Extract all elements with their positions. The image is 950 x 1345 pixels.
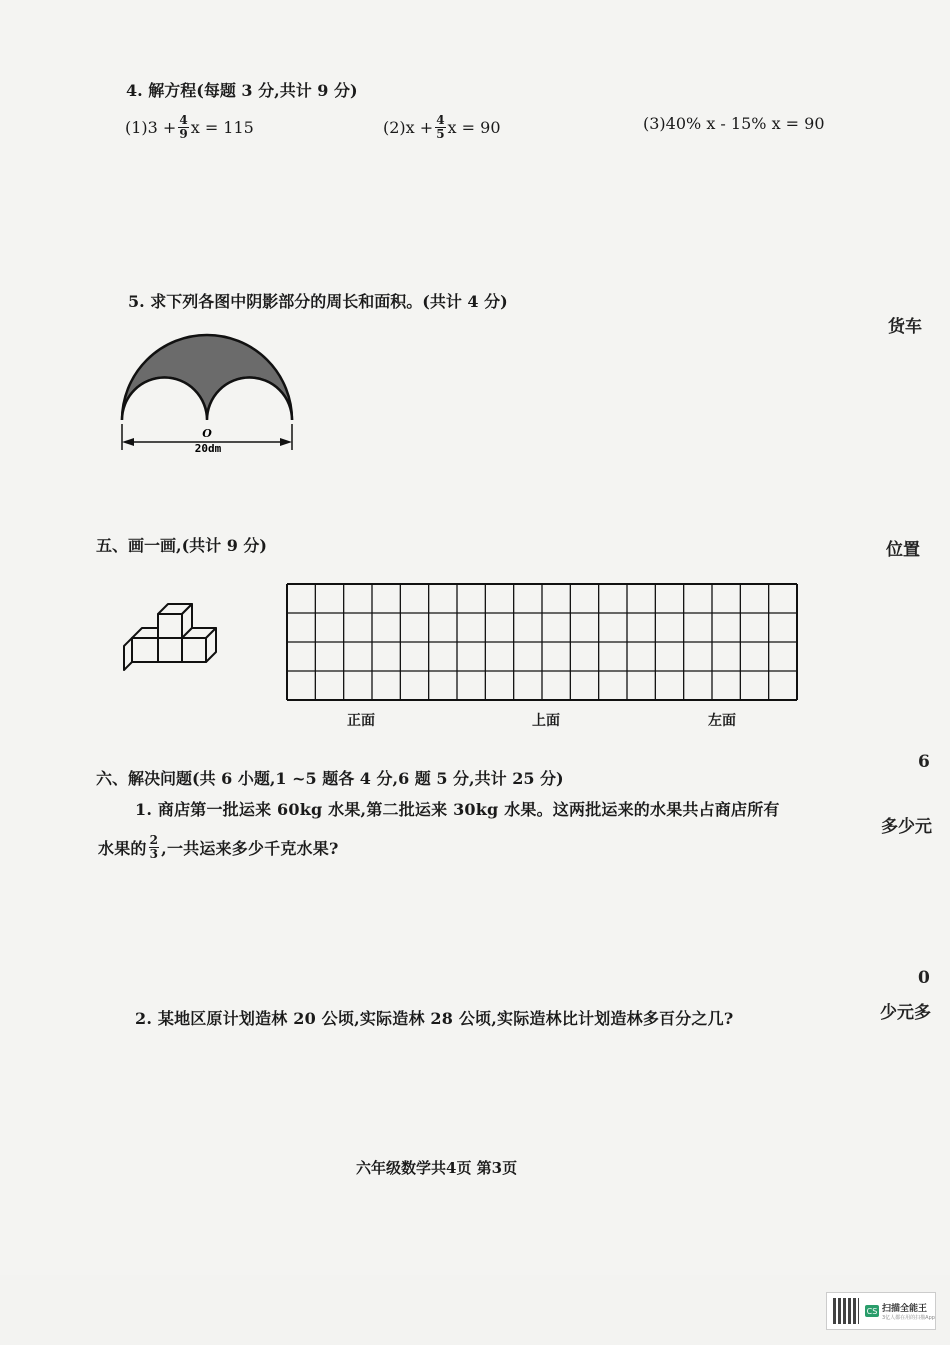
cube-stack-figure [122,600,218,674]
problem-1-fraction [149,834,160,861]
fraction-numerator: 4 [436,113,445,127]
qr-code-icon [833,1298,859,1324]
equation-1-suffix: x = 115 [190,118,254,137]
problem-2: 2. 某地区原计划造林 20 公顷,实际造林 28 公顷,实际造林比计划造林多百分之几? [135,1009,734,1028]
fraction-denominator: 3 [149,847,159,861]
page-footer: 六年级数学共4页 第3页 [356,1159,518,1177]
problem-1-prefix: 水果的 [98,839,147,858]
problem-1-line2 [98,834,339,861]
fraction-denominator: 9 [179,127,188,141]
equation-2-prefix: (2)x + [383,118,434,137]
edge-text: 0 [918,968,930,988]
view-label-top: 上面 [532,713,560,729]
equation-2 [383,114,501,141]
equation-3: (3)40% x - 15% x = 90 [643,114,825,133]
fraction-numerator: 2 [149,833,159,847]
arrow-right-icon [280,438,292,446]
fraction-numerator: 4 [179,113,188,127]
q5-heading: 5. 求下列各图中阴影部分的周长和面积。(共计 4 分) [128,292,508,311]
equation-1-fraction [178,114,188,141]
section5-heading: 五、画一画,(共计 9 分) [96,536,267,555]
app-logo-icon: CS [866,1306,878,1316]
q4-heading: 4. 解方程(每题 3 分,共计 9 分) [126,81,358,100]
equation-1 [125,114,254,141]
shaded-semicircle-figure [112,330,312,458]
fraction-denominator: 5 [436,127,445,141]
edge-text: 位置 [886,540,920,560]
edge-text: 6 [918,752,930,772]
equation-2-suffix: x = 90 [447,118,501,137]
center-label: O [202,427,212,440]
drawing-grid[interactable] [286,583,798,701]
equation-1-prefix: (1)3 + [125,118,177,137]
problem-1-suffix: ,一共运来多少千克水果? [161,839,339,858]
edge-text: 少元多 [880,1003,931,1023]
view-label-front: 正面 [347,713,375,729]
edge-text: 货车 [888,317,922,337]
equation-2-fraction [435,114,445,141]
badge-title: 扫描全能王 [882,1304,928,1314]
dimension-label: 20dm [194,442,222,455]
badge-text [882,1301,935,1321]
badge-subtitle: 3亿人都在用的扫描App [882,1315,935,1321]
edge-text: 多少元 [881,817,932,837]
section6-heading: 六、解决问题(共 6 小题,1 ~5 题各 4 分,6 题 5 分,共计 25 分) [96,769,564,788]
arrow-left-icon [122,438,134,446]
scanner-watermark [826,1292,936,1330]
problem-1-line1: 1. 商店第一批运来 60kg 水果,第二批运来 30kg 水果。这两批运来的水果共占商店所有 [135,800,780,819]
view-label-left: 左面 [708,713,736,729]
